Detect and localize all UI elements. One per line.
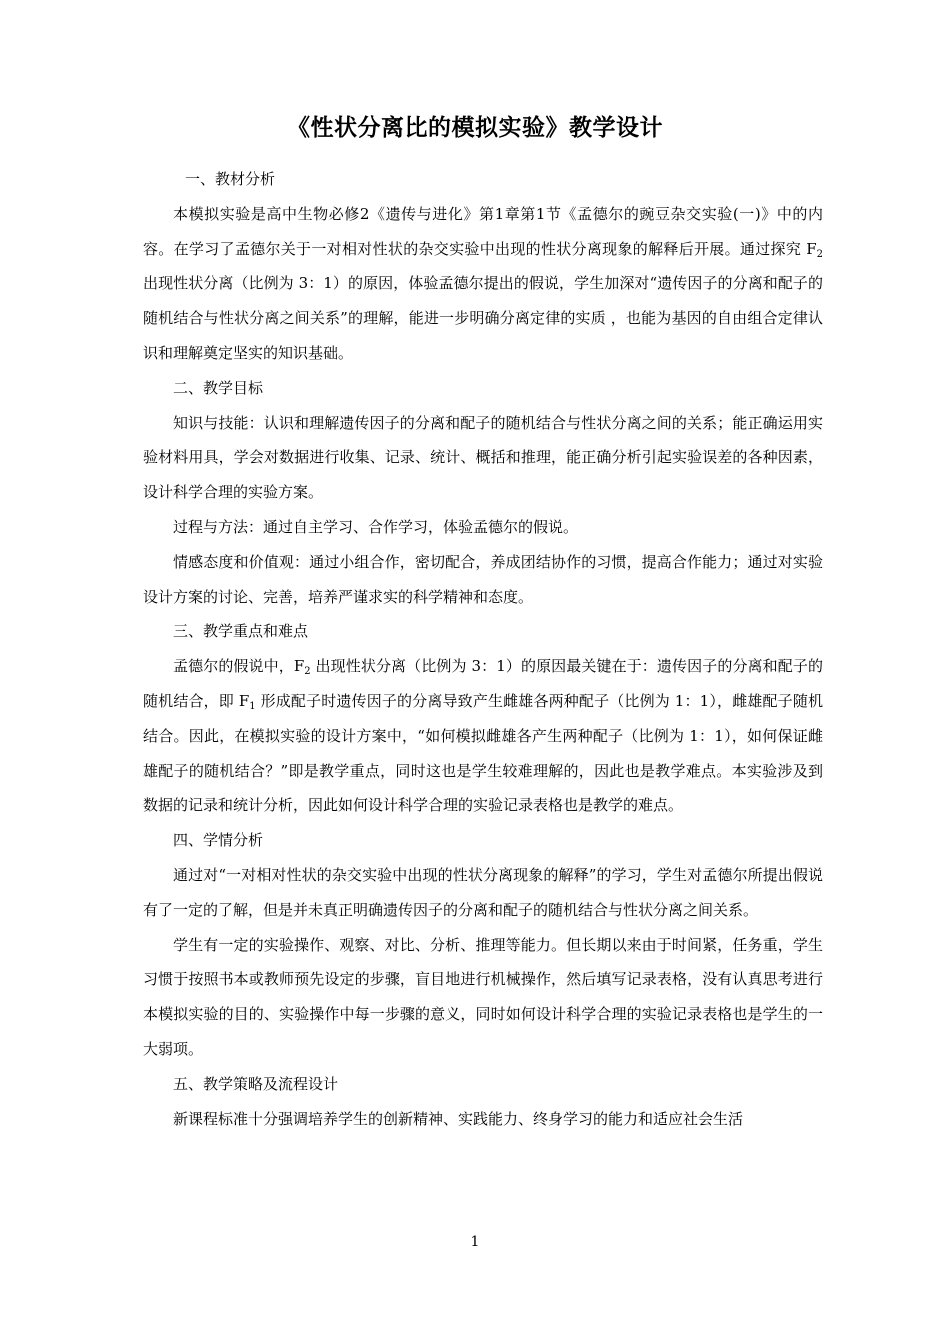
text-run: 本模拟实验是高中生物必修2《遗传与进化》第1章第1节《孟德尔的豌豆杂交实验(一)》中的内容。在学习了孟德尔关于一对相对性状的杂交实验中出现的性状分离现象的解释后开展。通过探究 F	[143, 204, 823, 258]
paragraph-knowledge-skills: 知识与技能：认识和理解遗传因子的分离和配子的随机结合与性状分离之间的关系；能正确运用实验材料用具，学会对数据进行收集、记录、统计、概括和推理，能正确分析引起实验误差的各种因素，设计科学合理的实验方案。	[143, 413, 823, 502]
section-heading-student-analysis: 四、学情分析	[173, 831, 264, 850]
section-heading-teaching-goals: 二、教学目标	[173, 378, 264, 397]
document-body	[143, 162, 823, 1136]
section-heading-teaching-strategy: 五、教学策略及流程设计	[173, 1074, 339, 1093]
paragraph-student-analysis-1: 通过对“一对相对性状的杂交实验中出现的性状分离现象的解释”的学习，学生对孟德尔所提出假说有了一定的了解，但是并未真正明确遗传因子的分离和配子的随机结合与性状分离之间关系。	[143, 865, 823, 919]
text-run: 出现性状分离（比例为 3：1）的原因，体验孟德尔提出的假说，学生加深对“遗传因子的分离和配子的随机结合与性状分离之间关系”的理解，能进一步明确分离定律的实质 ，也能为基因的自由组合定律认识和理解奠定坚实的知识基础。	[143, 274, 823, 362]
text-run: 形成配子时遗传因子的分离导致产生雌雄各两种配子（比例为 1：1），雌雄配子随机结合。因此，在模拟实验的设计方案中，“如何模拟雌雄各产生两种配子（比例为 1：1），如何保证雌雄配子的随机结合？”即是教学重点，同时这也是学生较难理解的，因此也是教学难点。本实验涉及到数据的记录和统计分析，因此如何设计科学合理的实验记录表格也是教学的难点。	[143, 691, 823, 815]
paragraph-key-points	[143, 649, 823, 823]
paragraph-process-methods: 过程与方法：通过自主学习、合作学习，体验孟德尔的假说。	[173, 517, 579, 536]
text-run: 出现性状分离（比例为 3：1）的原因最关键在于：遗传因子的分离和配子的随机结合，即 F	[143, 657, 823, 710]
section-heading-textbook-analysis: 一、教材分析	[185, 170, 276, 188]
section-heading-key-points: 三、教学重点和难点	[173, 622, 309, 641]
text-run: 孟德尔的假说中，F	[173, 657, 305, 676]
subscript: 1	[249, 700, 256, 712]
subscript-wrapper	[817, 240, 823, 258]
paragraph-teaching-strategy: 新课程标准十分强调培养学生的创新精神、实践能力、终身学习的能力和适应社会生活	[173, 1109, 744, 1128]
paragraph-textbook-analysis	[143, 197, 823, 371]
subscript: 2	[816, 248, 823, 260]
subscript: 2	[304, 666, 311, 678]
paragraph-attitude-values: 情感态度和价值观：通过小组合作，密切配合，养成团结协作的习惯，提高合作能力；通过对实验设计方案的讨论、完善，培养严谨求实的科学精神和态度。	[143, 552, 823, 606]
paragraph-student-analysis-2: 学生有一定的实验操作、观察、对比、分析、推理等能力。但长期以来由于时间紧，任务重，学生习惯于按照书本或教师预先设定的步骤，盲目地进行机械操作，然后填写记录表格，没有认真思考进行本模拟实验的目的、实验操作中每一步骤的意义，同时如何设计科学合理的实验记录表格也是学生的一大弱项。	[143, 935, 823, 1058]
document-title: 《性状分离比的模拟实验》教学设计	[287, 115, 663, 141]
page-number: 1	[470, 1234, 480, 1250]
